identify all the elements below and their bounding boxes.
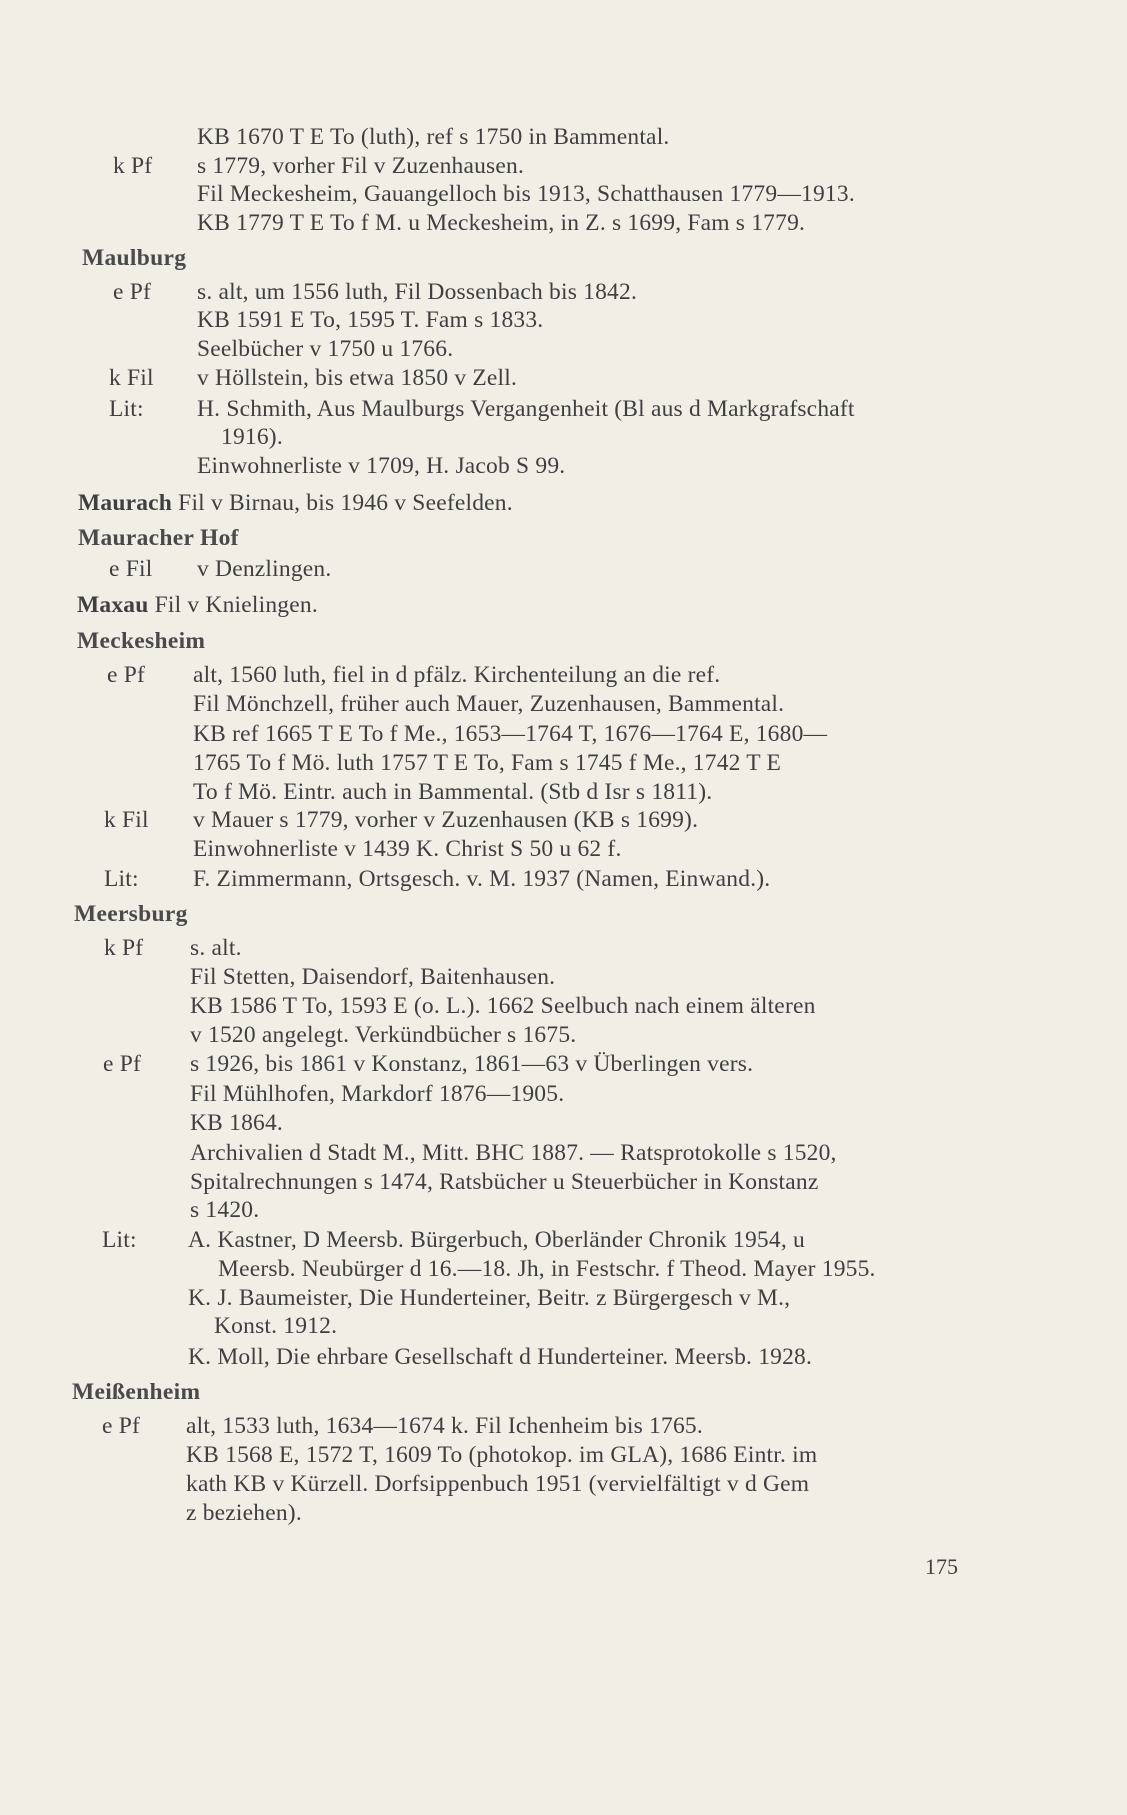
text-line: z beziehen). [186, 1500, 302, 1526]
text-line: Seelbücher v 1750 u 1766. [197, 336, 454, 362]
text-line: s 1779, vorher Fil v Zuzenhausen. [197, 153, 525, 179]
text-line: Konst. 1912. [214, 1313, 338, 1339]
entry-heading: Meißenheim [72, 1379, 201, 1405]
text-line: v Mauer s 1779, vorher v Zuzenhausen (KB s 1699). [193, 807, 699, 833]
text-line: KB 1568 E, 1572 T, 1609 To (photokop. im GLA), 1686 Eintr. im [186, 1442, 818, 1468]
text-line: v Höllstein, bis etwa 1850 v Zell. [197, 365, 518, 391]
entry-heading: Maulburg [82, 245, 187, 271]
text-line: e Pf [103, 1051, 142, 1077]
text-line: k Pf [113, 153, 153, 179]
text-line: Fil Stetten, Daisendorf, Baitenhausen. [190, 964, 556, 990]
text-line: k Fil [104, 807, 149, 833]
text-line [78, 489, 513, 517]
text-line: s 1926, bis 1861 v Konstanz, 1861—63 v Überlingen vers. [190, 1051, 754, 1077]
text-line: Spitalrechnungen s 1474, Ratsbücher u Steuerbücher in Konstanz [190, 1169, 819, 1195]
text-line: Fil Mönchzell, früher auch Mauer, Zuzenhausen, Bammental. [193, 691, 785, 717]
entry-heading: Meersburg [74, 901, 188, 927]
entry-heading: Maxau [77, 592, 149, 618]
text-line: 1916). [221, 424, 283, 450]
text-line: e Pf [113, 279, 152, 305]
text-line: kath KB v Kürzell. Dorfsippenbuch 1951 (vervielfältigt v d Gem [186, 1471, 810, 1497]
text-line: s 1420. [190, 1197, 260, 1223]
text-line: Einwohnerliste v 1709, H. Jacob S 99. [197, 453, 566, 479]
text-line: v Denzlingen. [197, 556, 332, 582]
text-line: Fil Meckesheim, Gauangelloch bis 1913, Schatthausen 1779—1913. [197, 181, 855, 207]
text-line: H. Schmith, Aus Maulburgs Vergangenheit (Bl aus d Markgrafschaft [197, 396, 855, 422]
text-line: alt, 1560 luth, fiel in d pfälz. Kirchenteilung an die ref. [193, 662, 721, 688]
text-line: Lit: [109, 396, 144, 422]
text-line: KB 1864. [190, 1110, 283, 1136]
text-line: To f Mö. Eintr. auch in Bammental. (Stb d Isr s 1811). [193, 779, 713, 805]
text-line: alt, 1533 luth, 1634—1674 k. Fil Ichenheim bis 1765. [186, 1413, 703, 1439]
text-line: Fil Mühlhofen, Markdorf 1876—1905. [190, 1081, 565, 1107]
text-line: KB 1586 T To, 1593 E (o. L.). 1662 Seelbuch nach einem älteren [190, 993, 816, 1019]
entry-heading: Mauracher Hof [78, 525, 239, 551]
text-line: k Pf [104, 935, 144, 961]
text-line: Lit: [102, 1227, 137, 1253]
text-line: s. alt. [190, 935, 242, 961]
page-number: 175 [925, 1554, 958, 1579]
text-line: Einwohnerliste v 1439 K. Christ S 50 u 62 f. [193, 836, 622, 862]
text-line: s. alt, um 1556 luth, Fil Dossenbach bis 1842. [197, 279, 638, 305]
text-line: K. J. Baumeister, Die Hunderteiner, Beitr. z Bürgergesch v M., [188, 1285, 791, 1311]
text-line: K. Moll, Die ehrbare Gesellschaft d Hunderteiner. Meersb. 1928. [188, 1344, 813, 1370]
text-line: A. Kastner, D Meersb. Bürgerbuch, Oberländer Chronik 1954, u [188, 1227, 805, 1253]
text-line: KB 1670 T E To (luth), ref s 1750 in Bammental. [197, 124, 670, 150]
text-line: KB 1591 E To, 1595 T. Fam s 1833. [197, 307, 544, 333]
text-line: e Pf [102, 1413, 141, 1439]
text-line [77, 591, 318, 619]
entry-text: Fil v Birnau, bis 1946 v Seefelden. [172, 490, 513, 516]
entry-heading: Maurach [78, 490, 173, 516]
text-line: Lit: [104, 866, 139, 892]
text-line: v 1520 angelegt. Verkündbücher s 1675. [190, 1022, 577, 1048]
text-line: KB 1779 T E To f M. u Meckesheim, in Z. s 1699, Fam s 1779. [197, 210, 806, 236]
text-line: Meersb. Neubürger d 16.—18. Jh, in Festschr. f Theod. Mayer 1955. [218, 1256, 876, 1282]
text-line: F. Zimmermann, Ortsgesch. v. M. 1937 (Namen, Einwand.). [193, 866, 771, 892]
text-line: KB ref 1665 T E To f Me., 1653—1764 T, 1676—1764 E, 1680— [193, 721, 828, 747]
text-line: 1765 To f Mö. luth 1757 T E To, Fam s 1745 f Me., 1742 T E [193, 750, 782, 776]
text-line: e Pf [107, 662, 146, 688]
entry-text: Fil v Knielingen. [148, 592, 318, 618]
entry-heading: Meckesheim [77, 628, 206, 654]
text-line: Archivalien d Stadt M., Mitt. BHC 1887. — Ratsprotokolle s 1520, [190, 1140, 837, 1166]
text-line: e Fil [109, 556, 153, 582]
text-line: k Fil [109, 365, 154, 391]
